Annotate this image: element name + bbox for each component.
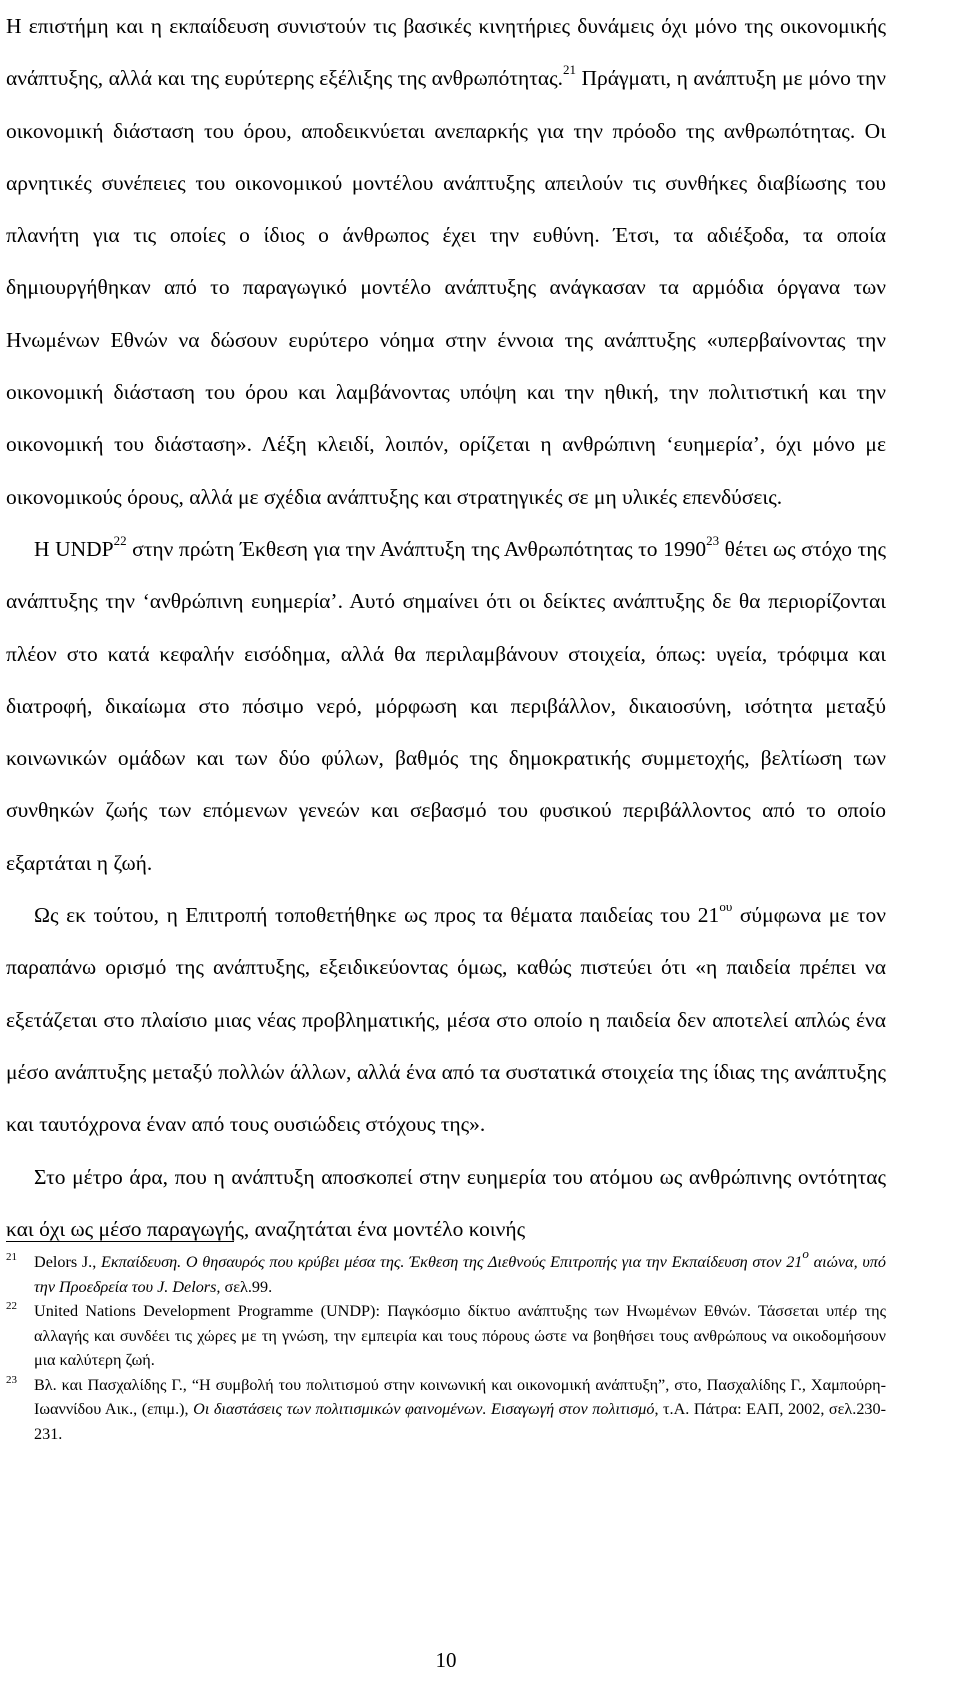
footnote-separator <box>6 1241 234 1242</box>
text-run: Στο μέτρο άρα, που η ανάπτυξη αποσκοπεί στην ευημερία του ατόμου ως ανθρώπινης οντότητας και όχι ως μέσο παραγωγής, αναζητάται ένα μοντέλο κοινής <box>6 1164 886 1241</box>
superscript-ref: 22 <box>113 532 127 548</box>
text-run: Η επιστήμη και η εκπαίδευση συνιστούν τις βασικές κινητήριες δυνάμεις όχι μόνο της οικονομικής ανάπτυξης, αλλά και της ευρύτερης εξέλιξης της ανθρωπότητας. <box>6 14 886 91</box>
footnote-number: 23 <box>6 1373 17 1386</box>
text-run: United Nations Development Programme (UNDP): Παγκόσμιο δίκτυο ανάπτυξης των Ηνωμένων Εθνών. Τάσσεται υπέρ της αλλαγής και συνδέει τις χώρες με τη γνώση, την εμπειρία και τους πόρους ώστε να βοηθήσει τους ανθρώπους να οικοδομήσουν μια καλύτερη ζωή. <box>34 1302 886 1369</box>
text-run: Η UNDP <box>34 536 114 561</box>
text-run: Delors J., <box>34 1253 101 1271</box>
footnote-number: 22 <box>6 1300 17 1312</box>
footnote-number: 21 <box>6 1251 17 1263</box>
superscript-ref: ου <box>719 898 733 914</box>
italic-text: Οι διαστάσεις των πολιτισμικών φαινομένων. Εισαγωγή στον πολιτισμό <box>193 1400 655 1418</box>
italic-text: αιώνα, υπό την Προεδρεία του J. Delors, <box>34 1253 886 1296</box>
footnote <box>6 1373 886 1447</box>
footnotes <box>6 1245 887 1446</box>
paragraph <box>6 523 886 889</box>
text-run: θέτει ως στόχο της ανάπτυξης την ‘ανθρώπινη ευημερία’. Αυτό σημαίνει ότι οι δείκτες ανάπτυξης δε θα περιορίζονται πλέον στο κατά κεφαλήν εισόδημα, αλλά θα περιλαμβάνουν στοιχεία, όπως: υγεία, τρόφιμα και διατροφή, δικαίωμα στο πόσιμο νερό, μόρφωση και περιβάλλον, δικαιοσύνη, ισότητα μεταξύ κοινωνικών ομάδων και των δύο φύλων, βαθμός της δημοκρατικής συμμετοχής, βελτίωση των συνθηκών ζωής των επόμενων γενεών και σεβασμό του φυσικού περιβάλλοντος από το οποίο εξαρτάται η ζωή. <box>6 536 886 875</box>
text-run: σύμφωνα με τον παραπάνω ορισμό της ανάπτυξης, εξειδικεύοντας όμως, καθώς πιστεύει ότι «η παιδεία πρέπει να εξετάζεται στο πλαίσιο μιας νέας προβληματικής, μέσα στο οποίο η παιδεία δεν αποτελεί απλώς ένα μέσο ανάπτυξης μεταξύ πολλών άλλων, αλλά ένα από τα συστατικά στοιχεία της ίδιας της ανάπτυξης και ταυτόχρονα έναν από τους ουσιώδεις στόχους της». <box>6 903 886 1137</box>
superscript-ref: 21 <box>563 62 577 78</box>
paragraph <box>6 1151 886 1256</box>
page-number: 10 <box>435 1648 457 1672</box>
text-run: Πράγματι, η ανάπτυξη με μόνο την οικονομική διάσταση του όρου, αποδεικνύεται ανεπαρκής για την πρόοδο της ανθρωπότητας. Οι αρνητικές συνέπειες του οικονομικού μοντέλου ανάπτυξης απειλούν τις συνθήκες διαβίωσης του πλανήτη για τις οποίες ο ίδιος ο άνθρωπος έχει την ευθύνη. Έτσι, τα αδιέξοδα, τα οποία δημιουργήθηκαν από το παραγωγικό μοντέλο ανάπτυξης ανάγκασαν τα αρμόδια όργανα των Ηνωμένων Εθνών να δώσουν ευρύτερο νόημα στην έννοια της ανάπτυξης «υπερβαίνοντας την οικονομική διάσταση του όρου και λαμβάνοντας υπόψη και την ηθική, την πολιτιστική και την οικονομική του διάσταση». Λέξη κλειδί, λοιπόν, ορίζεται η ανθρώπινη ‘ευημερία’, όχι μόνο με οικονομικούς όρους, αλλά με σχέδια ανάπτυξης και στρατηγικές σε μη υλικές επενδύσεις. <box>6 66 886 509</box>
text-run: Βλ. και Πασχαλίδης Γ., “Η συμβολή του πολιτισμού στην κοινωνική και οικονομική ανάπτυξη”, στο, Πασχαλίδης Γ., Χαμπούρη-Ιωαννίδου Αικ., (επιμ.), <box>34 1375 886 1418</box>
body-text <box>6 0 886 1255</box>
superscript-ref: 23 <box>706 532 720 548</box>
text-run: , τ.Α. Πάτρα: ΕΑΠ, 2002, σελ.230-231. <box>34 1400 887 1443</box>
italic-superscript: ο <box>802 1245 809 1261</box>
footnote <box>6 1245 886 1299</box>
text-run: σελ.99. <box>220 1277 273 1296</box>
paragraph <box>6 889 886 1150</box>
text-run: Ως εκ τούτου, η Επιτροπή τοποθετήθηκε ως προς τα θέματα παιδείας του 21 <box>34 903 720 928</box>
paragraph <box>6 0 886 523</box>
italic-text: Εκπαίδευση. Ο θησαυρός που κρύβει μέσα της. Έκθεση της Διεθνούς Επιτροπής για την Εκπαίδευση στον 21 <box>101 1253 803 1271</box>
footnote <box>6 1299 886 1373</box>
text-run: στην πρώτη Έκθεση για την Ανάπτυξη της Ανθρωπότητας το 1990 <box>126 536 707 561</box>
